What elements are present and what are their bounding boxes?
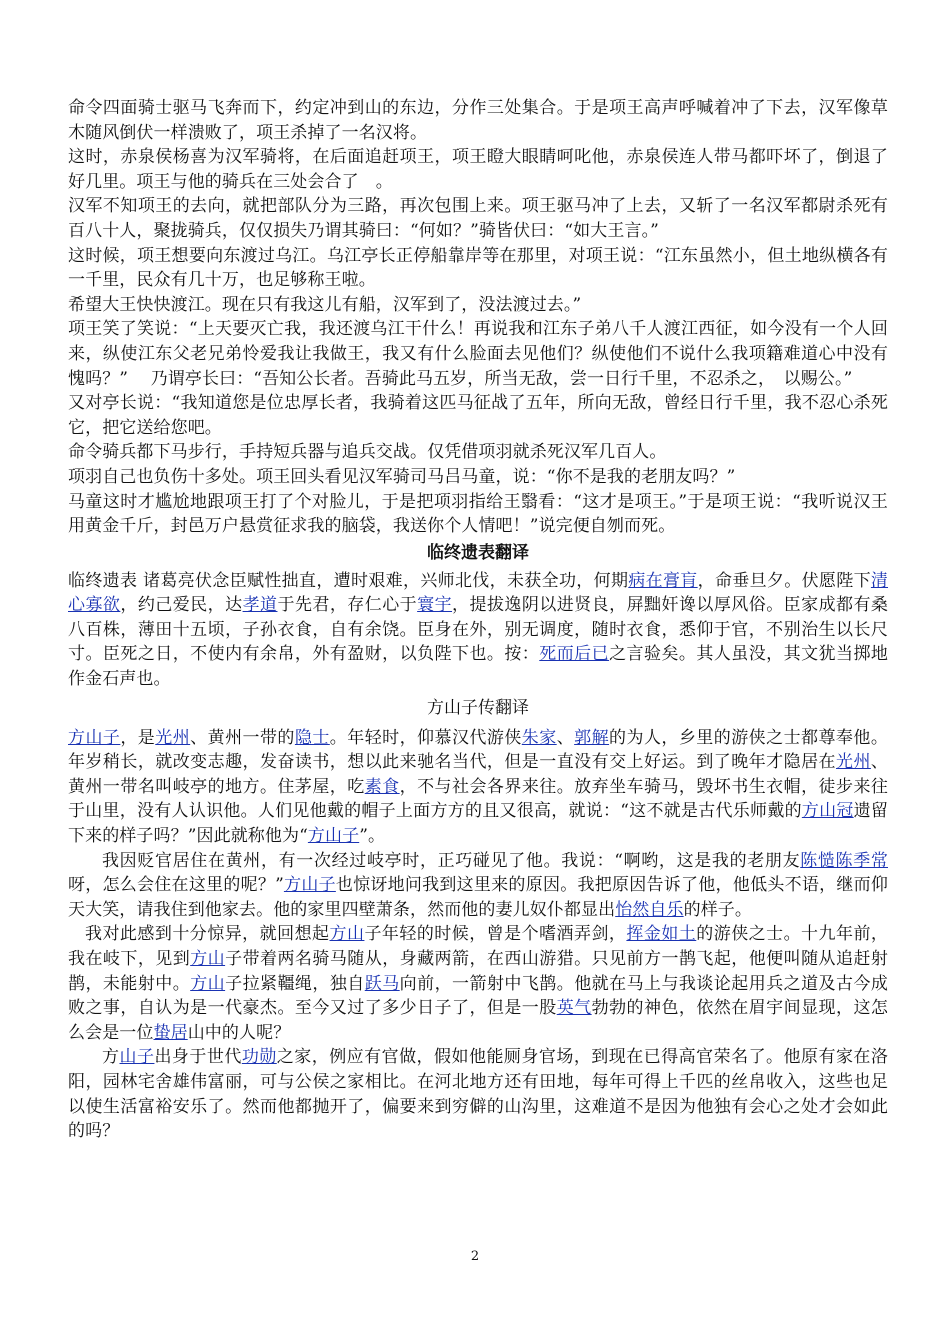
- section-heading-fangshanzi: 方山子传翻译: [427, 697, 529, 718]
- term-link[interactable]: 方山子: [307, 826, 360, 847]
- term-link[interactable]: 方山子: [283, 875, 336, 896]
- term-link[interactable]: 陈慥陈季常: [800, 850, 888, 871]
- term-link[interactable]: 方山: [329, 924, 365, 945]
- term-link[interactable]: 方山冠: [801, 801, 854, 822]
- text-run: ，命垂旦夕。伏愿陛下: [697, 570, 871, 591]
- paragraph: 又对亭长说：“我知道您是位忠厚长者，我骑着这匹马征战了五年，所向无敌，曾经日行千里，我不忍心杀死它，把它送给您吧。: [68, 393, 888, 438]
- term-link[interactable]: 山子: [119, 1047, 155, 1068]
- term-link[interactable]: 功勋: [241, 1047, 277, 1068]
- term-link[interactable]: 英气: [556, 998, 592, 1019]
- text-run: 呀，怎么会住在这里的呢？”: [68, 875, 284, 896]
- text-run: 方: [102, 1047, 120, 1068]
- term-link[interactable]: 寰宇: [417, 595, 453, 616]
- paragraph: 这时，赤泉侯杨喜为汉军骑将，在后面追赶项王，项王瞪大眼睛呵叱他，赤泉侯连人带马都吓坏了，倒退了好几里。项王与他的骑兵在三处会合了 。: [68, 147, 888, 192]
- term-link[interactable]: 方山: [190, 949, 226, 969]
- text-run: 向前，一箭射中飞鹊。他就在马上与我谈论起用兵之道及古今成败之事，自认为是一代豪杰。至今又过了多少日子了，但是一股: [68, 973, 889, 1019]
- term-link[interactable]: 孝道: [242, 595, 278, 616]
- term-link[interactable]: 郭解: [574, 727, 610, 748]
- page-number: 2: [470, 1249, 480, 1264]
- text-run: 、黄州一带名叫岐亭的地方。住茅屋，吃: [68, 752, 889, 797]
- term-link[interactable]: 清心寡欲: [68, 570, 889, 616]
- term-link[interactable]: 光州: [155, 727, 191, 748]
- term-link[interactable]: 病在膏肓: [628, 570, 698, 591]
- text-run: 、黄州一带的: [190, 727, 295, 748]
- term-link[interactable]: 素食: [364, 776, 400, 797]
- text-run: 子年轻的时候，曾是个嗜酒弄剑，: [364, 924, 627, 945]
- paragraph: 这时候，项王想要向东渡过乌江。乌江亭长正停船靠岸等在那里，对项王说：“江东虽然小，但土地纵横各有一千里，民众有几十万，也足够称王啦。: [68, 245, 888, 291]
- term-link[interactable]: 隐士: [294, 727, 330, 748]
- text-run: 我因贬官居住在黄州，有一次经过岐亭时，正巧碰见了他。我说：“啊哟，这是我的老朋友: [102, 850, 801, 871]
- text-run: 、: [556, 727, 575, 748]
- text-run: 也惊讶地问我到这里来的原因。我把原因告诉了他，他低头不语，继而仰天大笑，请我住到他家去。他的家里四壁萧条，然而他的妻儿奴仆都显出: [68, 875, 888, 920]
- paragraph: 命令骑兵都下马步行，手持短兵器与追兵交战。仅凭借项羽就杀死汉军几百人。: [68, 442, 667, 463]
- text-run: ，提拔逸阴以进贤良，屏黜奸谗以厚风俗。臣家成都有桑八百株，薄田十五顷，子孙衣食，自有余饶。臣身在外，别无调度，随时衣食，悉仰于官，不别治生以长尺寸。臣死之日，不使内有余帛，外有盈财，以负陛下也。按：: [68, 595, 889, 665]
- text-run: 的为人，乡里的游侠之士都尊奉他。年岁稍长，就改变志趣，发奋读书，想以此来驰名当代，但是一直没有交上好运。到了晚年才隐居在: [68, 727, 888, 773]
- text-run: 的样子。: [683, 899, 753, 920]
- term-link[interactable]: 朱家: [521, 727, 557, 748]
- paragraph: 马童这时才尴尬地跟项王打了个对脸儿，于是把项羽指给王翳看：“这才是项王。”于是项王说：“我听说汉王用黄金千斤，封邑万户悬赏征求我的脑袋，我送你个人情吧！”说完便自刎而死。: [68, 491, 888, 537]
- paragraph: 汉军不知项王的去向，就把部队分为三路，再次包围上来。项王驱马冲了上去，又斩了一名汉军都尉杀死有百八十人，聚拢骑兵，仅仅损失乃谓其骑曰：“何如？”骑皆伏曰：“如大王言。”: [68, 196, 888, 241]
- term-link[interactable]: 挥金如土: [626, 924, 697, 945]
- term-link[interactable]: 蛰居: [153, 1022, 188, 1043]
- term-link[interactable]: 死而后已: [539, 644, 610, 665]
- text-run: 之家，例应有官做，假如他能厕身官场，到现在已得高官荣名了。他原有家在洛阳，园林宅舍雄伟富丽，可与公侯之家相比。在河北地方还有田地，每年可得上千匹的丝帛收入，这些也足以使生活富裕安乐了。然而他都抛开了，偏要来到穷僻的山沟里，这难道不是因为他独有会心之处才会如此的吗？: [68, 1047, 889, 1142]
- paragraph: 命令四面骑士驱马飞奔而下，约定冲到山的东边，分作三处集合。于是项王高声呼喊着冲了下去，汉军像草木随风倒伏一样溃败了，项王杀掉了一名汉将。: [68, 98, 888, 143]
- text-run: ，不与社会各界来往。放弃坐车骑马，毁坏书生衣帽，徒步来往于山里，没有人认识他。人们见他戴的帽子上面方方的且又很高，就说：“这不就是古代乐师戴的: [68, 776, 888, 822]
- text-run: ”。: [359, 826, 386, 847]
- term-link[interactable]: 方山子: [68, 727, 121, 748]
- xiang-yu-translation: [68, 96, 888, 539]
- text-run: 我对此感到十分惊异，就回想起: [85, 924, 330, 945]
- fangshanzi-paragraph-1: [68, 726, 888, 849]
- text-run: 的游侠之士。十九年前，我在岐下，见到: [68, 924, 889, 969]
- term-link[interactable]: 跃马: [364, 973, 400, 994]
- fangshanzi-paragraph-2: [68, 849, 888, 923]
- term-link[interactable]: 光州: [835, 752, 871, 773]
- paragraph: 项羽自己也负伤十多处。项王回头看见汉军骑司马吕马童，说：“你不是我的老朋友吗？”: [68, 466, 736, 487]
- text-run: 子拉紧韁绳，独自: [225, 973, 365, 994]
- term-link[interactable]: 怡然自乐: [615, 899, 684, 920]
- paragraph: 项王笑了笑说：“上天要灭亡我，我还渡乌江干什么！再说我和江东子弟八千人渡江西征，如今没有一个人回来，纵使江东父老兄弟怜爱我让我做王，我又有什么脸面去见他们？纵使他们不说什么我项籍难道心中没有愧吗？” 乃谓亭长曰：“吾知公长者。吾骑此马五岁，所当无敌，尝一日行千里，不忍杀之， 以赐公。”: [68, 319, 888, 389]
- text-run: 之言验矣。其人虽没，其文犹当掷地作金石声也。: [68, 644, 889, 690]
- linzhong-paragraph: [68, 569, 888, 692]
- text-run: 。年轻时，仰慕汉代游侠: [329, 727, 522, 748]
- text-run: ，是: [120, 727, 156, 748]
- text-run: 于先君，存仁心于: [277, 595, 418, 616]
- fangshanzi-paragraph-4: [68, 1045, 888, 1143]
- text-run: 出身于世代: [154, 1047, 242, 1068]
- text-run: 勃勃的神色，依然在眉宇间显现，这怎么会是一位: [68, 998, 889, 1043]
- document-body: [68, 96, 888, 1144]
- text-run: 子带着两名骑马随从，身藏两箭，在西山游猎。只见前方一鹊飞起，他便叫随从追赶射鹊，未能射中。: [68, 949, 889, 994]
- section-heading-linzhong: 临终遗表翻译: [427, 542, 529, 563]
- text-run: 遗留下来的样子吗？”因此就称他为“: [68, 801, 888, 847]
- fangshanzi-paragraph-3: [68, 922, 888, 1045]
- term-link[interactable]: 方山: [190, 973, 226, 994]
- paragraph: 希望大王快快渡江。现在只有我这儿有船，汉军到了，没法渡过去。”: [68, 294, 582, 315]
- text-run: 山中的人呢？: [187, 1022, 291, 1043]
- text-run: 临终遗表 诸葛亮伏念臣赋性拙直，遭时艰难，兴师北伐，未获全功，何期: [68, 570, 629, 591]
- text-run: ，约己爱民，达: [120, 595, 243, 616]
